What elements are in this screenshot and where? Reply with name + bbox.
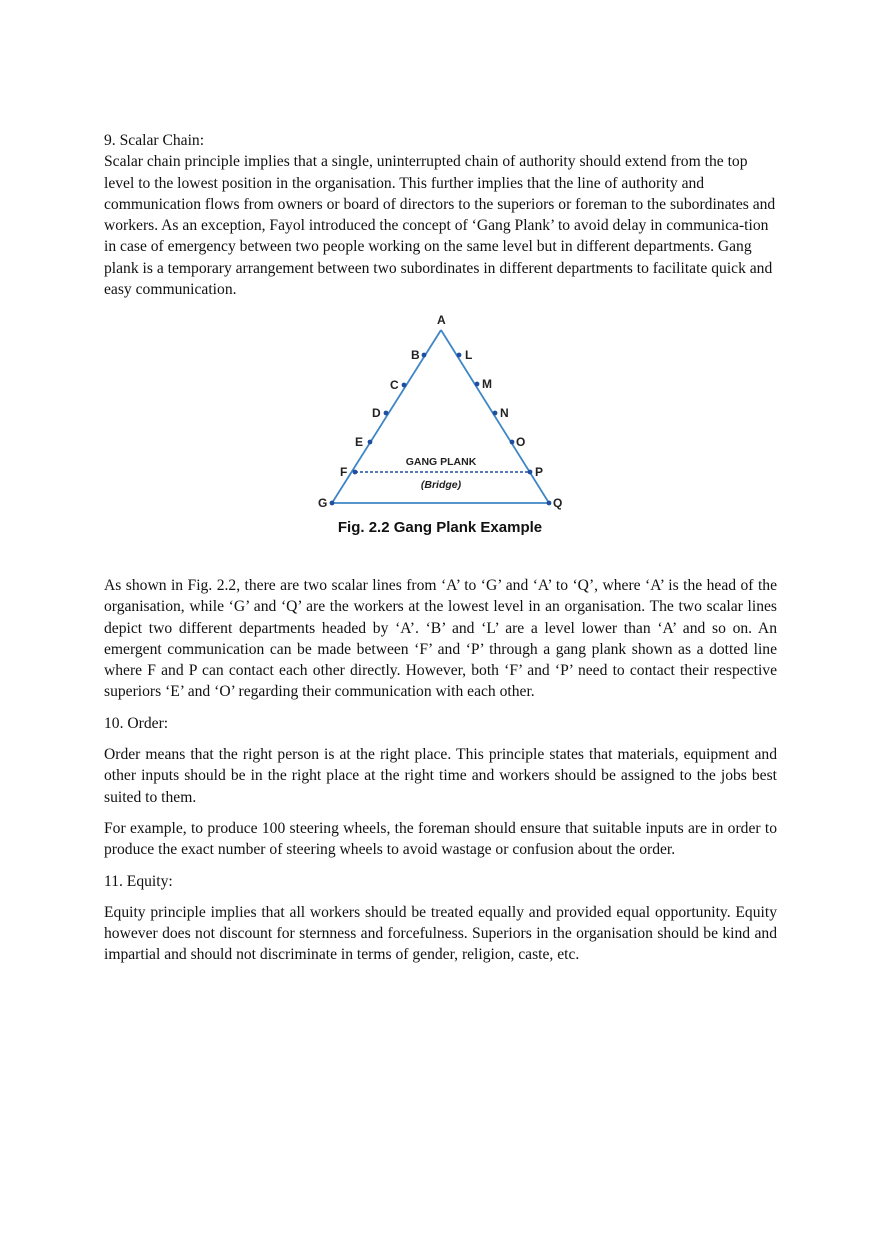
node-f-label: F [340,465,348,479]
section-11-heading: 11. Equity: [104,872,173,890]
gang-plank-diagram [315,312,565,544]
section-9-body: Scalar chain principle implies that a single, uninterrupted chain of authority should extend from the top level to the lowest position in the organisation. This further implies that the line of authority and communication flows from owners or board of directors to the superiors or foreman to the subordinates and workers. As an exception, Fayol introduced the concept of ‘Gang Plank’ to avoid delay in communica-tion in case of emergency between two people working on the same level but in different departments. Gang plank is a temporary arrangement between two subordinates in different departments to facilitate quick and easy communication. [104,153,776,299]
document-page [104,130,777,300]
node-l-dot [457,353,462,358]
node-g-label: G [318,496,328,510]
node-d-dot [384,411,389,416]
node-q-label: Q [553,496,563,510]
document-page-lower [104,575,777,966]
node-e-label: E [355,435,364,449]
node-d-label: D [372,406,381,420]
section-10-body-1: Order means that the right person is at the right place. This principle states that materials, equipment and other inputs should be in the right place at the right time and workers should be assigned to the jobs best suited to them. [104,746,777,806]
section-10-heading: 10. Order: [104,714,169,732]
node-f-dot [353,470,358,475]
figure-caption: Fig. 2.2 Gang Plank Example [337,519,543,536]
node-c-dot [402,383,407,388]
node-n-label: N [500,406,509,420]
node-b-label: B [411,348,420,362]
node-m-label: M [482,377,492,391]
node-n-dot [493,411,498,416]
node-c-label: C [390,378,399,392]
section-10-body-2: For example, to produce 100 steering wheels, the foreman should ensure that suitable inputs are in order to produce the exact number of steering wheels to avoid wastage or confusion about the order. [104,819,777,859]
section-11-body: Equity principle implies that all workers should be treated equally and provided equal opportunity. Equity however does not discount for sternness and forcefulness. Superiors in the organisation should be kind and impartial and should not discriminate in terms of gender, religion, caste, etc. [104,903,777,964]
figure-explanation: As shown in Fig. 2.2, there are two scalar lines from ‘A’ to ‘G’ and ‘A’ to ‘Q’, where ‘A’ is the head of the organisation, while ‘G’ and ‘Q’ are the workers at the lowest level in an organisation. The two scalar lines depict two different departments headed by ‘A’. ‘B’ and ‘L’ are a level lower than ‘A’ and so on. An emergent communication can be made between ‘F’ and ‘P’ through a gang plank shown as a dotted line where F and P can contact each other directly. However, both ‘F’ and ‘P’ need to contact their respective superiors ‘E’ and ‘O’ regarding their communication with each other. [104,577,777,701]
node-a-label: A [437,313,446,327]
node-b-dot [422,353,427,358]
node-o-label: O [516,435,526,449]
node-e-dot [368,440,373,445]
node-p-label: P [535,465,544,479]
node-o-dot [510,440,515,445]
node-g-dot [330,501,335,506]
node-m-dot [475,382,480,387]
gang-plank-figure [315,312,565,544]
bridge-label: (Bridge) [420,479,462,491]
section-9-heading: 9. Scalar Chain: [104,132,205,149]
node-l-label: L [465,348,473,362]
node-p-dot [528,470,533,475]
gang-plank-label: GANG PLANK [405,456,477,468]
node-q-dot [547,501,552,506]
